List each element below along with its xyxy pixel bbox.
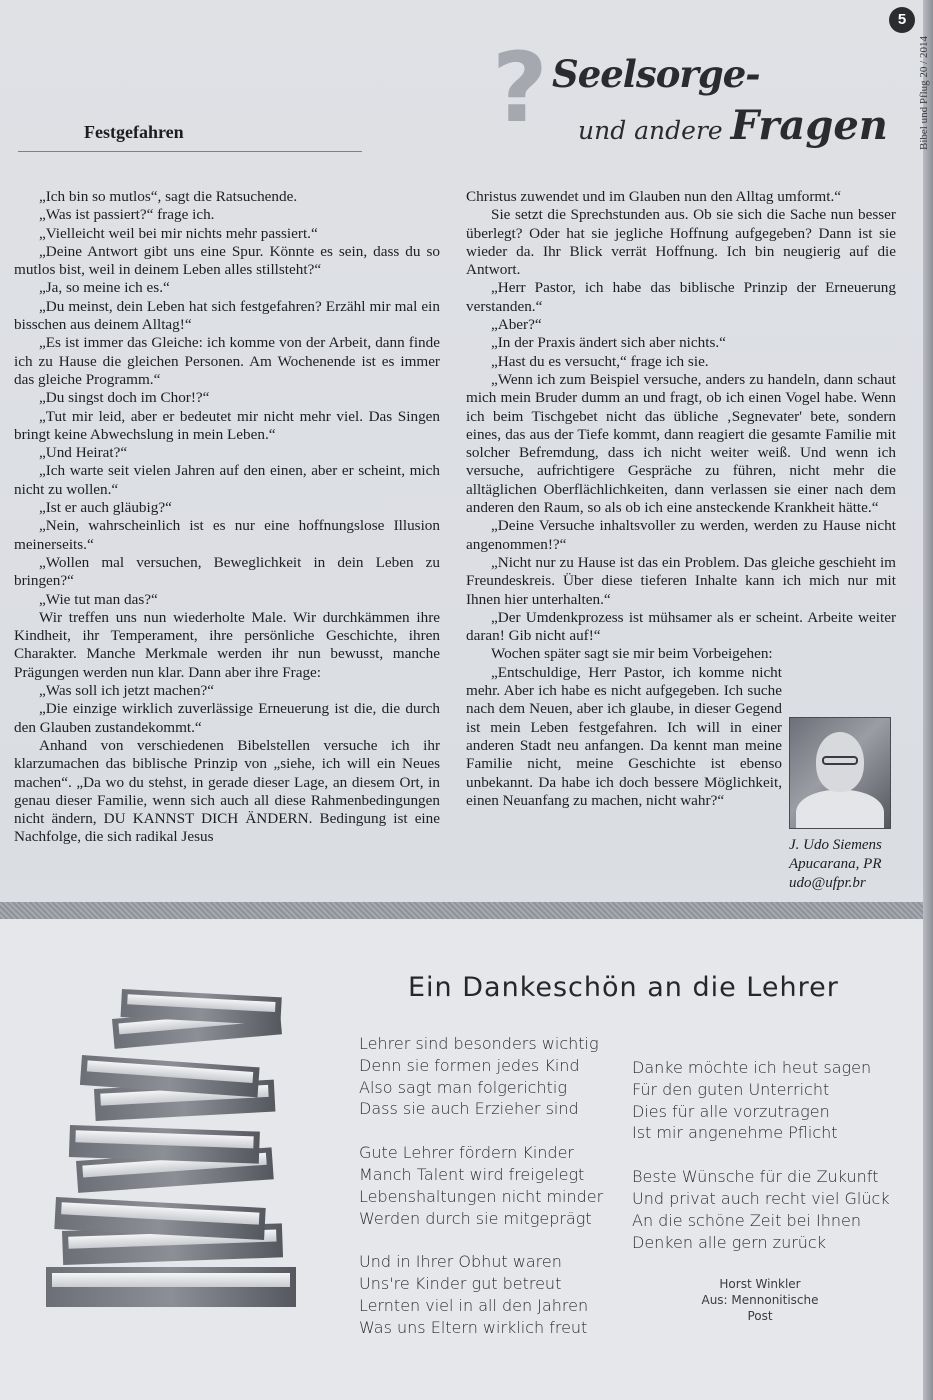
article-paragraph-last: „Entschuldige, Herr Pastor, ich komme nicht mehr. Aber ich habe es nicht aufgegeben. Ich suche nach dem Neuen, aber ich glaube, in dieser Gegend ist mein Leben festgefahren. Ich will in einer anderen Stadt neu anfangen. Da kennt man meine Familie nicht, meine Geschichte ist ebenso unbekannt. Da habe ich doch bessere Möglichkeit, einen Neuanfang zu machen, nicht wahr?“ [466,663,782,809]
article-paragraph: „Wenn ich zum Beispiel versuche, anders zu handeln, dann schaut mich mein Bruder dumm an und fragt, ob ich einen Vogel habe. Wenn ich beim Tischgebet nicht das übliche ‚Segnevater' bete, sondern eines, das aus der Tiefe kommt, dann reagiert die gesamte Familie mit solcher Befremdung, dass ich nicht weiter weiß. Und wenn ich versuche, aufrichtigere Gespräche zu führen, nicht mehr die alltäglichen Oberflächlichkeiten, dann verlassen sie einer nach dem anderen den Raum, so als ob ich eine ansteckende Krankheit hätte.“ [466,370,896,517]
poem-left-column [359,1033,603,1361]
author-email: udo@ufpr.br [789,875,866,891]
poem-right-column [632,1057,890,1275]
poem-line: Also sagt man folgerichtig [359,1077,567,1097]
poem-stanza [359,1033,603,1120]
poem-line: Und privat auch recht viel Glück [632,1188,890,1208]
title-divider [18,151,362,152]
article-paragraph: „Nein, wahrscheinlich ist es nur eine hoffnungslose Illusion meinerseits.“ [14,517,440,553]
logo-line1: Seelsorge- [552,52,760,96]
poem-line: Gute Lehrer fördern Kinder [359,1143,574,1163]
poem-line: Was uns Eltern wirklich freut [359,1317,588,1337]
author-photo [789,717,891,829]
article-paragraph: „Tut mir leid, aber er bedeutet mir nicht mehr viel. Das Singen bringt keine Abwechslung in mein Leben.“ [14,407,440,443]
author-name: J. Udo Siemens [789,837,882,853]
article-paragraph: „Vielleicht weil bei mir nichts mehr passiert.“ [39,224,318,242]
poem-line: Lebenshaltungen nicht minder [359,1186,604,1206]
poem-line: Und in Ihrer Obhut waren [359,1252,562,1272]
author-place: Apucarana, PR [789,856,882,872]
article-paragraph: „Ist er auch gläubig?“ [39,499,172,517]
article-paragraph: „Aber?“ [491,316,542,334]
poem-line: Manch Talent wird freigelegt [359,1164,585,1184]
article-paragraph: „Hast du es versucht,“ frage ich sie. [491,352,709,370]
poem-stanza [632,1057,890,1144]
question-mark-icon: ? [492,32,548,144]
article-paragraph: „Du singst doch im Chor!?“ [39,389,210,407]
poem-line: Werden durch sie mitgeprägt [359,1208,592,1228]
article-paragraph: „Was soll ich jetzt machen?“ [39,682,215,700]
article-title: Festgefahren [84,122,184,142]
article-column-1 [14,188,440,847]
poem-title: Ein Dankeschön an die Lehrer [408,972,839,1003]
logo-line2-prefix: und andere [578,116,723,145]
poem-line: Beste Wünsche für die Zukunft [632,1167,879,1187]
article-paragraph: Wochen später sagt sie mir beim Vorbeigehen: [491,645,773,663]
section-divider-band [0,902,923,919]
poem-stanza [632,1166,890,1253]
article-paragraph: Wir treffen uns nun wiederholte Male. Wir durchkämmen ihre Kindheit, ihr Temperament, ihre persönliche Geschichte, ihren Charakter. Manche Merkmale werden ihr nun bewusst, manche Prägungen werden nun klar. Dann aber ihre Frage: [14,608,440,681]
article-paragraph: „Und Heirat?“ [39,444,128,462]
author-credit [789,836,909,893]
column-logo [492,32,888,152]
article-paragraph: „Herr Pastor, ich habe das biblische Prinzip der Erneuerung verstanden.“ [466,279,896,315]
poem-line: Lehrer sind besonders wichtig [359,1034,599,1053]
article-paragraph: „In der Praxis ändert sich aber nichts.“ [491,334,726,352]
article-paragraph: Anhand von verschiedenen Bibelstellen versuche ich ihr klarzumachen das biblische Prinzip von „siehe, ich will ein Neues machen“. „Da wo du stehst, in gerade dieser Lage, an diesem Ort, in genau dieser Familie, wenn sich auch all diese Rahmenbedingungen nicht ändern, DU KANNST DICH ÄNDERN. Bedingung ist eine Nachfolge, die sich radikal Jesus [14,736,440,846]
article-paragraph: „Deine Versuche inhaltsvoller zu werden, werden zu Hause nicht angenommen!?“ [466,517,896,553]
article-paragraph: Sie setzt die Sprechstunden aus. Ob sie sich die Sache nun besser überlegt? Oder hat sie jegliche Hoffnung aufgegeben? Dann ist sie wieder da. Ihr Blick verrät Hoffnung. Ich bin neugierig auf die Antwort. [466,206,896,279]
article-paragraph: „Wie tut man das?“ [39,590,158,608]
logo-line2-main: Fragen [730,102,888,149]
poem-line: Ist mir angenehme Pflicht [632,1123,838,1143]
poem-line: Dass sie auch Erzieher sind [359,1099,579,1119]
page-edge [923,0,933,1400]
poem-line: Denn sie formen jedes Kind [359,1055,580,1075]
poem-line: Denken alle gern zurück [632,1232,826,1252]
article-paragraph: „Die einzige wirklich zuverlässige Erneuerung ist die, die durch den Glauben zustandekommt.“ [14,700,440,736]
poem-line: Uns're Kinder gut betreut [359,1274,562,1294]
poet-name: Horst Winkler [719,1277,801,1291]
issue-label: Bibel und Pflug 20 / 2014 [918,36,930,150]
article-paragraph: „Was ist passiert?“ frage ich. [39,206,215,224]
poem-line: An die schöne Zeit bei Ihnen [632,1210,861,1230]
poem-attribution [690,1276,830,1324]
poem-stanza [359,1142,603,1229]
article-paragraph: „Ich bin so mutlos“, sagt die Ratsuchende. [39,188,298,205]
article-paragraph: „Wollen mal versuchen, Beweglichkeit in dein Leben zu bringen?“ [14,553,440,590]
poem-source: Aus: Mennonitische Post [701,1293,819,1323]
article-paragraph: „Ich warte seit vielen Jahren auf den einen, aber er scheint, mich nicht zu wollen.“ [14,462,440,498]
poem-line: Lernten viel in all den Jahren [359,1295,589,1315]
poem-line: Für den guten Unterricht [632,1079,830,1099]
poem-stanza [359,1251,603,1338]
poem-line: Dies für alle vorzutragen [632,1101,830,1121]
book-stack-illustration [42,975,302,1315]
article-paragraph: „Nicht nur zu Hause ist das ein Problem. Das gleiche geschieht im Freundeskreis. Über diese tieferen Inhalte kann ich mich nur mit Ihnen hier unterhalten.“ [466,553,896,608]
article-paragraph: „Es ist immer das Gleiche: ich komme von der Arbeit, dann finde ich zu Hause die gleichen Personen. Am Wochenende ist es immer das gleiche Programm.“ [14,334,440,388]
poem-line: Danke möchte ich heut sagen [632,1058,872,1077]
page-number-badge: 5 [889,7,915,33]
logo-line2 [578,102,888,149]
article-paragraph: „Du meinst, dein Leben hat sich festgefahren? Erzähl mir mal ein bisschen aus deinem Alltag!“ [14,297,440,334]
article-paragraph: Christus zuwendet und im Glauben nun den Alltag umformt.“ [466,188,841,205]
article-paragraph: „Ja, so meine ich es.“ [39,279,170,297]
article-paragraph: „Deine Antwort gibt uns eine Spur. Könnte es sein, dass du so mutlos bist, weil in deinem Leben alles stillsteht?“ [14,242,440,279]
article-paragraph: „Der Umdenkprozess ist mühsamer als er scheint. Arbeite weiter daran! Gib nicht auf!“ [466,608,896,645]
